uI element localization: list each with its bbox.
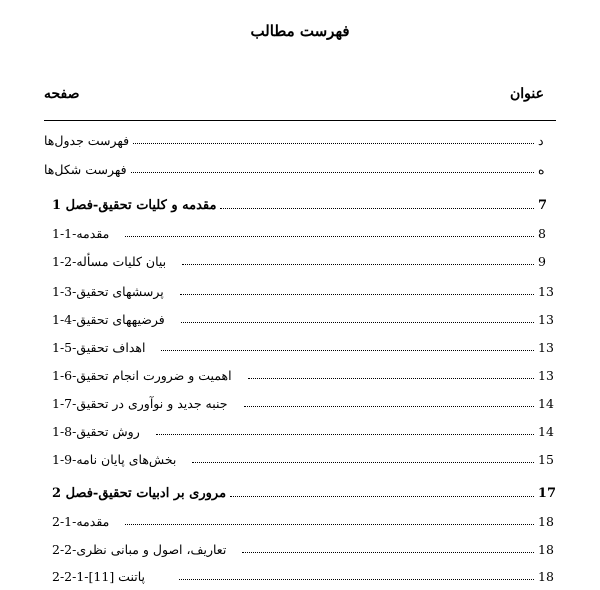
toc-entry-text: اهداف تحقیق: [76, 340, 146, 355]
toc-page-number: ه: [538, 162, 545, 177]
dot-leader: [242, 552, 534, 553]
toc-page-number: 18: [538, 542, 554, 557]
toc-section-number: 1-4-: [52, 312, 77, 327]
toc-page-number: د: [538, 133, 544, 148]
dot-leader: [220, 208, 534, 209]
toc-page-number: 13: [538, 284, 554, 299]
toc-entry-1-6[interactable]: [44, 363, 556, 383]
dot-leader: [180, 294, 534, 295]
toc-page-number: 15: [538, 452, 554, 467]
dot-leader: [133, 143, 534, 144]
toc-section-number: 1-7-: [52, 396, 77, 411]
toc-entry-1-2[interactable]: [44, 249, 556, 269]
toc-entry-2-2[interactable]: [44, 537, 556, 557]
toc-page-number: 7: [538, 198, 548, 213]
toc-entry-1-8[interactable]: [44, 419, 556, 439]
page-column-header: صفحه: [44, 86, 80, 102]
dot-leader: [179, 579, 534, 580]
toc-page-number: 13: [538, 368, 554, 383]
toc-entry-text: فرضیههای تحقیق: [76, 312, 165, 327]
toc-entry-list-of-tables[interactable]: [44, 128, 556, 148]
toc-page-number: 9: [538, 254, 546, 269]
dot-leader: [181, 322, 534, 323]
dot-leader: [131, 172, 534, 173]
dot-leader: [248, 378, 534, 379]
dot-leader: [125, 524, 534, 525]
toc-page-number: 13: [538, 340, 554, 355]
toc-entry-text: روش تحقیق: [76, 424, 140, 439]
dot-leader: [156, 434, 534, 435]
toc-entry-text: مقدمه: [76, 514, 110, 529]
toc-entry-1-5[interactable]: [44, 335, 556, 355]
toc-section-number: 2-2-1-: [52, 569, 89, 584]
header-divider: [44, 120, 556, 121]
toc-entry-text: بخش‌های پایان نامه: [76, 452, 177, 467]
toc-entry-text: تعاریف، اصول و مبانی نظری: [76, 542, 227, 557]
dot-leader: [182, 264, 534, 265]
toc-entry-1-7[interactable]: [44, 391, 556, 411]
toc-entry-text: مقدمه و کلیات تحقیق: [98, 198, 217, 213]
toc-section-number: 1-2-: [52, 254, 77, 269]
toc-entry-text: فهرست شکل‌ها: [44, 162, 127, 177]
toc-page-number: 14: [538, 396, 554, 411]
toc-entry-2-1[interactable]: [44, 509, 556, 529]
toc-page-number: 18: [538, 569, 554, 584]
dot-leader: [161, 350, 534, 351]
toc-section-number: 2-1-: [52, 514, 77, 529]
toc-entry-1-9[interactable]: [44, 447, 556, 467]
toc-section-number: 1-5-: [52, 340, 77, 355]
toc-entry-text: پرسشهای تحقیق: [76, 284, 164, 299]
toc-entry-text: جنبه جدید و نوآوری در تحقیق: [76, 396, 228, 411]
toc-section-number: 1-3-: [52, 284, 77, 299]
toc-entry-text: فهرست جدول‌ها: [44, 133, 130, 148]
toc-entry-text: پاتنت [11]: [88, 569, 145, 584]
toc-entry-1-4[interactable]: [44, 307, 556, 327]
toc-section-number: 1-6-: [52, 368, 77, 383]
toc-entry-1-1[interactable]: [44, 221, 556, 241]
dot-leader: [230, 496, 534, 497]
dot-leader: [125, 236, 534, 237]
toc-section-number: 1-8-: [52, 424, 77, 439]
toc-entry-text: اهمیت و ضرورت انجام تحقیق: [76, 368, 232, 383]
toc-chapter-1[interactable]: [44, 193, 556, 213]
toc-chapter-number: فصل 2-: [52, 486, 99, 501]
toc-entry-text: مقدمه: [76, 226, 110, 241]
toc-section-number: 1-9-: [52, 452, 77, 467]
toc-page-number: 13: [538, 312, 554, 327]
toc-page-number: 14: [538, 424, 554, 439]
dot-leader: [192, 462, 534, 463]
dot-leader: [244, 406, 534, 407]
toc-chapter-2[interactable]: [44, 481, 556, 501]
toc-entry-text: مروری بر ادبیات تحقیق: [98, 486, 227, 501]
toc-entry-2-2-1[interactable]: [44, 564, 556, 584]
toc-entry-1-3[interactable]: [44, 279, 556, 299]
title-column-header: عنوان: [510, 86, 544, 102]
page-title: فهرست مطالب: [250, 22, 350, 40]
toc-chapter-number: فصل 1-: [52, 198, 99, 213]
toc-page-number: 18: [538, 514, 554, 529]
toc-page-number: 8: [538, 226, 546, 241]
toc-section-number: 2-2-: [52, 542, 77, 557]
toc-section-number: 1-1-: [52, 226, 77, 241]
toc-entry-text: بیان کلیات مسأله: [76, 254, 167, 269]
toc-page-number: 17: [537, 486, 556, 501]
toc-entry-list-of-figures[interactable]: [44, 157, 556, 177]
